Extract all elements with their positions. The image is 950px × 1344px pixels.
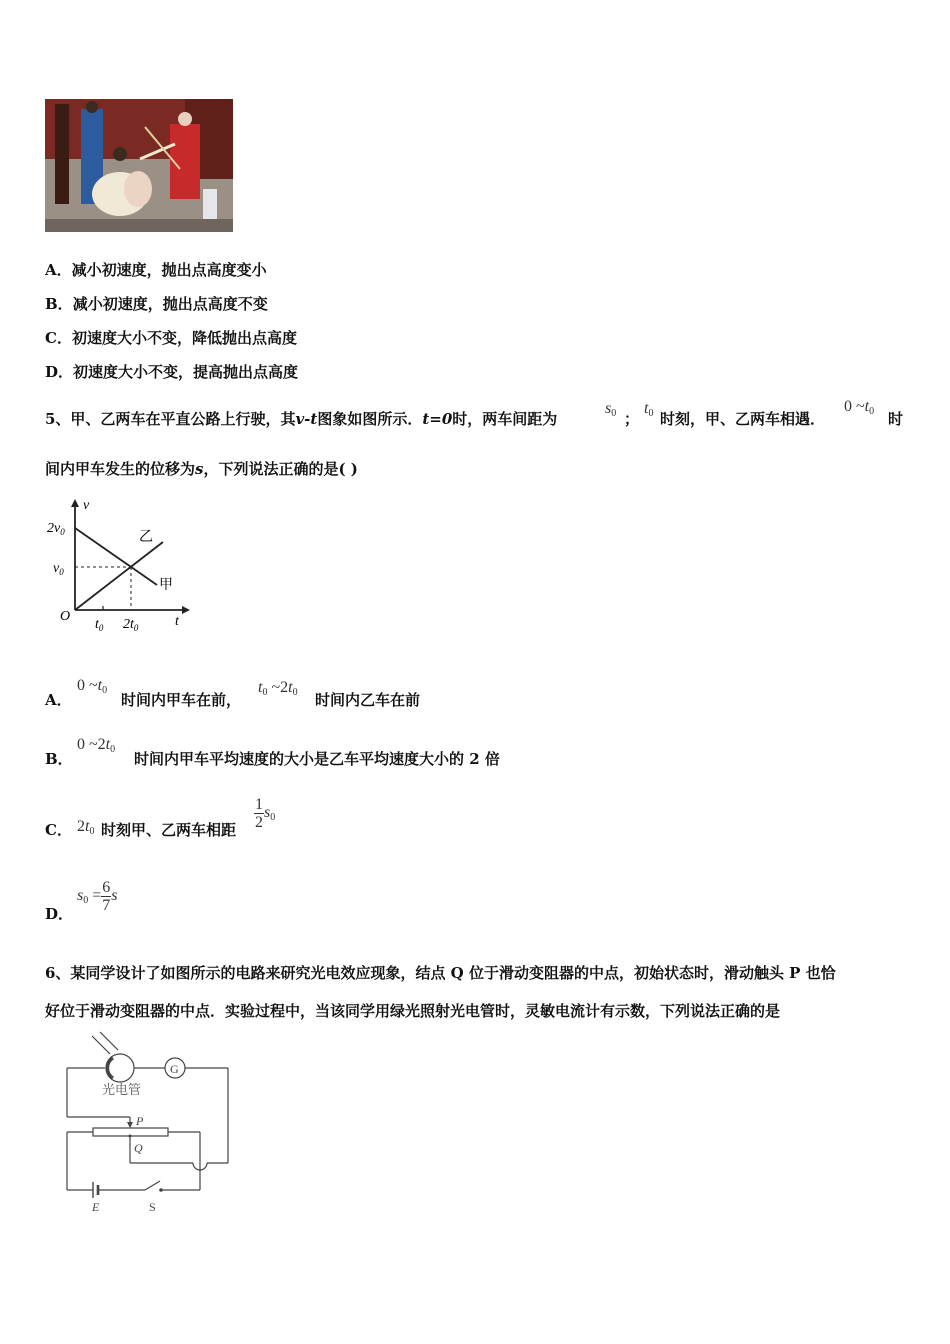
q5-option-a-interval1: 0 $\sim t_0$ xyxy=(77,677,108,696)
slider-p-arrow xyxy=(127,1122,133,1128)
label-t: t xyxy=(175,614,179,629)
q5-option-a-interval2: $t_0$ $\sim 2t_0$ xyxy=(258,679,298,698)
q5-stem-line1-d: 时刻，甲、乙两车相遇． xyxy=(660,410,826,428)
q5-vt-graph xyxy=(45,495,195,639)
q5-option-d-formula: $s_0$ = $\frac{6}{7}$ s xyxy=(77,879,118,914)
q4-option-d: D．初速度大小不变，提高抛出点高度 xyxy=(45,363,299,381)
q5-interval-0-t0: 0 $\sim t_0$ xyxy=(844,398,875,417)
label-t0: $t_0$ xyxy=(95,617,104,633)
label-origin: O xyxy=(60,609,71,624)
p-label: P xyxy=(136,1114,144,1128)
q4-option-a: A．减小初速度，抛出点高度变小 xyxy=(45,261,267,279)
photocell-tube xyxy=(106,1054,134,1082)
q4-option-b: B．减小初速度，抛出点高度不变 xyxy=(45,295,268,313)
archery-photo xyxy=(45,99,233,232)
q5-option-c-text: 时刻甲、乙两车相距 xyxy=(101,821,237,839)
junction-q xyxy=(129,1135,132,1138)
label-2v0: $2v_0$ xyxy=(47,521,65,537)
e-label: E xyxy=(92,1200,100,1214)
t-axis-arrow xyxy=(182,606,190,614)
q5-option-b-interval: 0 $\sim 2t_0$ xyxy=(77,736,116,755)
q5-option-d-letter: D． xyxy=(45,905,74,923)
q6-stem-line1: 6、某同学设计了如图所示的电路来研究光电效应现象，结点 Q 位于滑动变阻器的中点，初始状态时，滑动触头 P 也恰 xyxy=(45,964,836,982)
label-2t0: $2t_0$ xyxy=(123,617,139,633)
switch-contact xyxy=(159,1188,163,1192)
galvanometer-label: G xyxy=(170,1062,179,1076)
q4-option-c: C．初速度大小不变，降低抛出点高度 xyxy=(45,329,297,347)
q5-t0: $t_0$ xyxy=(644,400,654,419)
q5-s0: $s_0$ xyxy=(605,400,617,419)
photocell-cathode xyxy=(108,1058,113,1078)
switch-blade xyxy=(145,1181,160,1190)
s-label: S xyxy=(149,1200,156,1214)
label-yi: 乙 xyxy=(139,530,153,545)
label-v: v xyxy=(83,498,90,513)
q5-stem-line2: 间内甲车发生的位移为s，下列说法正确的是( ) xyxy=(45,460,358,478)
q5-option-a-letter: A． xyxy=(45,691,72,709)
q5-option-b-text: 时间内甲车平均速度的大小是乙车平均速度大小的 2 倍 xyxy=(134,750,500,768)
q5-option-c-2t0: $2t_0$ xyxy=(77,818,95,837)
line-yi xyxy=(75,542,163,610)
q-label: Q xyxy=(134,1141,143,1155)
q5-option-a-text1: 时间内甲车在前， xyxy=(121,691,242,709)
q5-option-c-half-s0: $\frac{1}{2}$ $s_0$ xyxy=(255,796,276,831)
q5-semicolon: ； xyxy=(624,410,640,428)
q5-option-a-text2: 时间内乙车在前 xyxy=(315,691,421,709)
q5-stem-line1-e: 时 xyxy=(888,410,904,428)
q6-circuit-diagram xyxy=(60,1030,240,1224)
v-axis-arrow xyxy=(71,499,79,507)
q5-option-b-letter: B． xyxy=(45,750,73,768)
tube-label: 光电管 xyxy=(102,1082,142,1097)
q6-stem-line2: 好位于滑动变阻器的中点．实验过程中，当该同学用绿光照射光电管时，灵敏电流计有示数，下列说法正确的是 xyxy=(45,1002,781,1020)
label-jia: 甲 xyxy=(159,578,173,593)
q5-option-c-letter: C． xyxy=(45,821,72,839)
label-v0: $v_0$ xyxy=(53,561,64,577)
q5-stem-line1: 5、甲、乙两车在平直公路上行驶，其v-t图象如图所示．t=0时，两车间距为 xyxy=(45,410,558,428)
